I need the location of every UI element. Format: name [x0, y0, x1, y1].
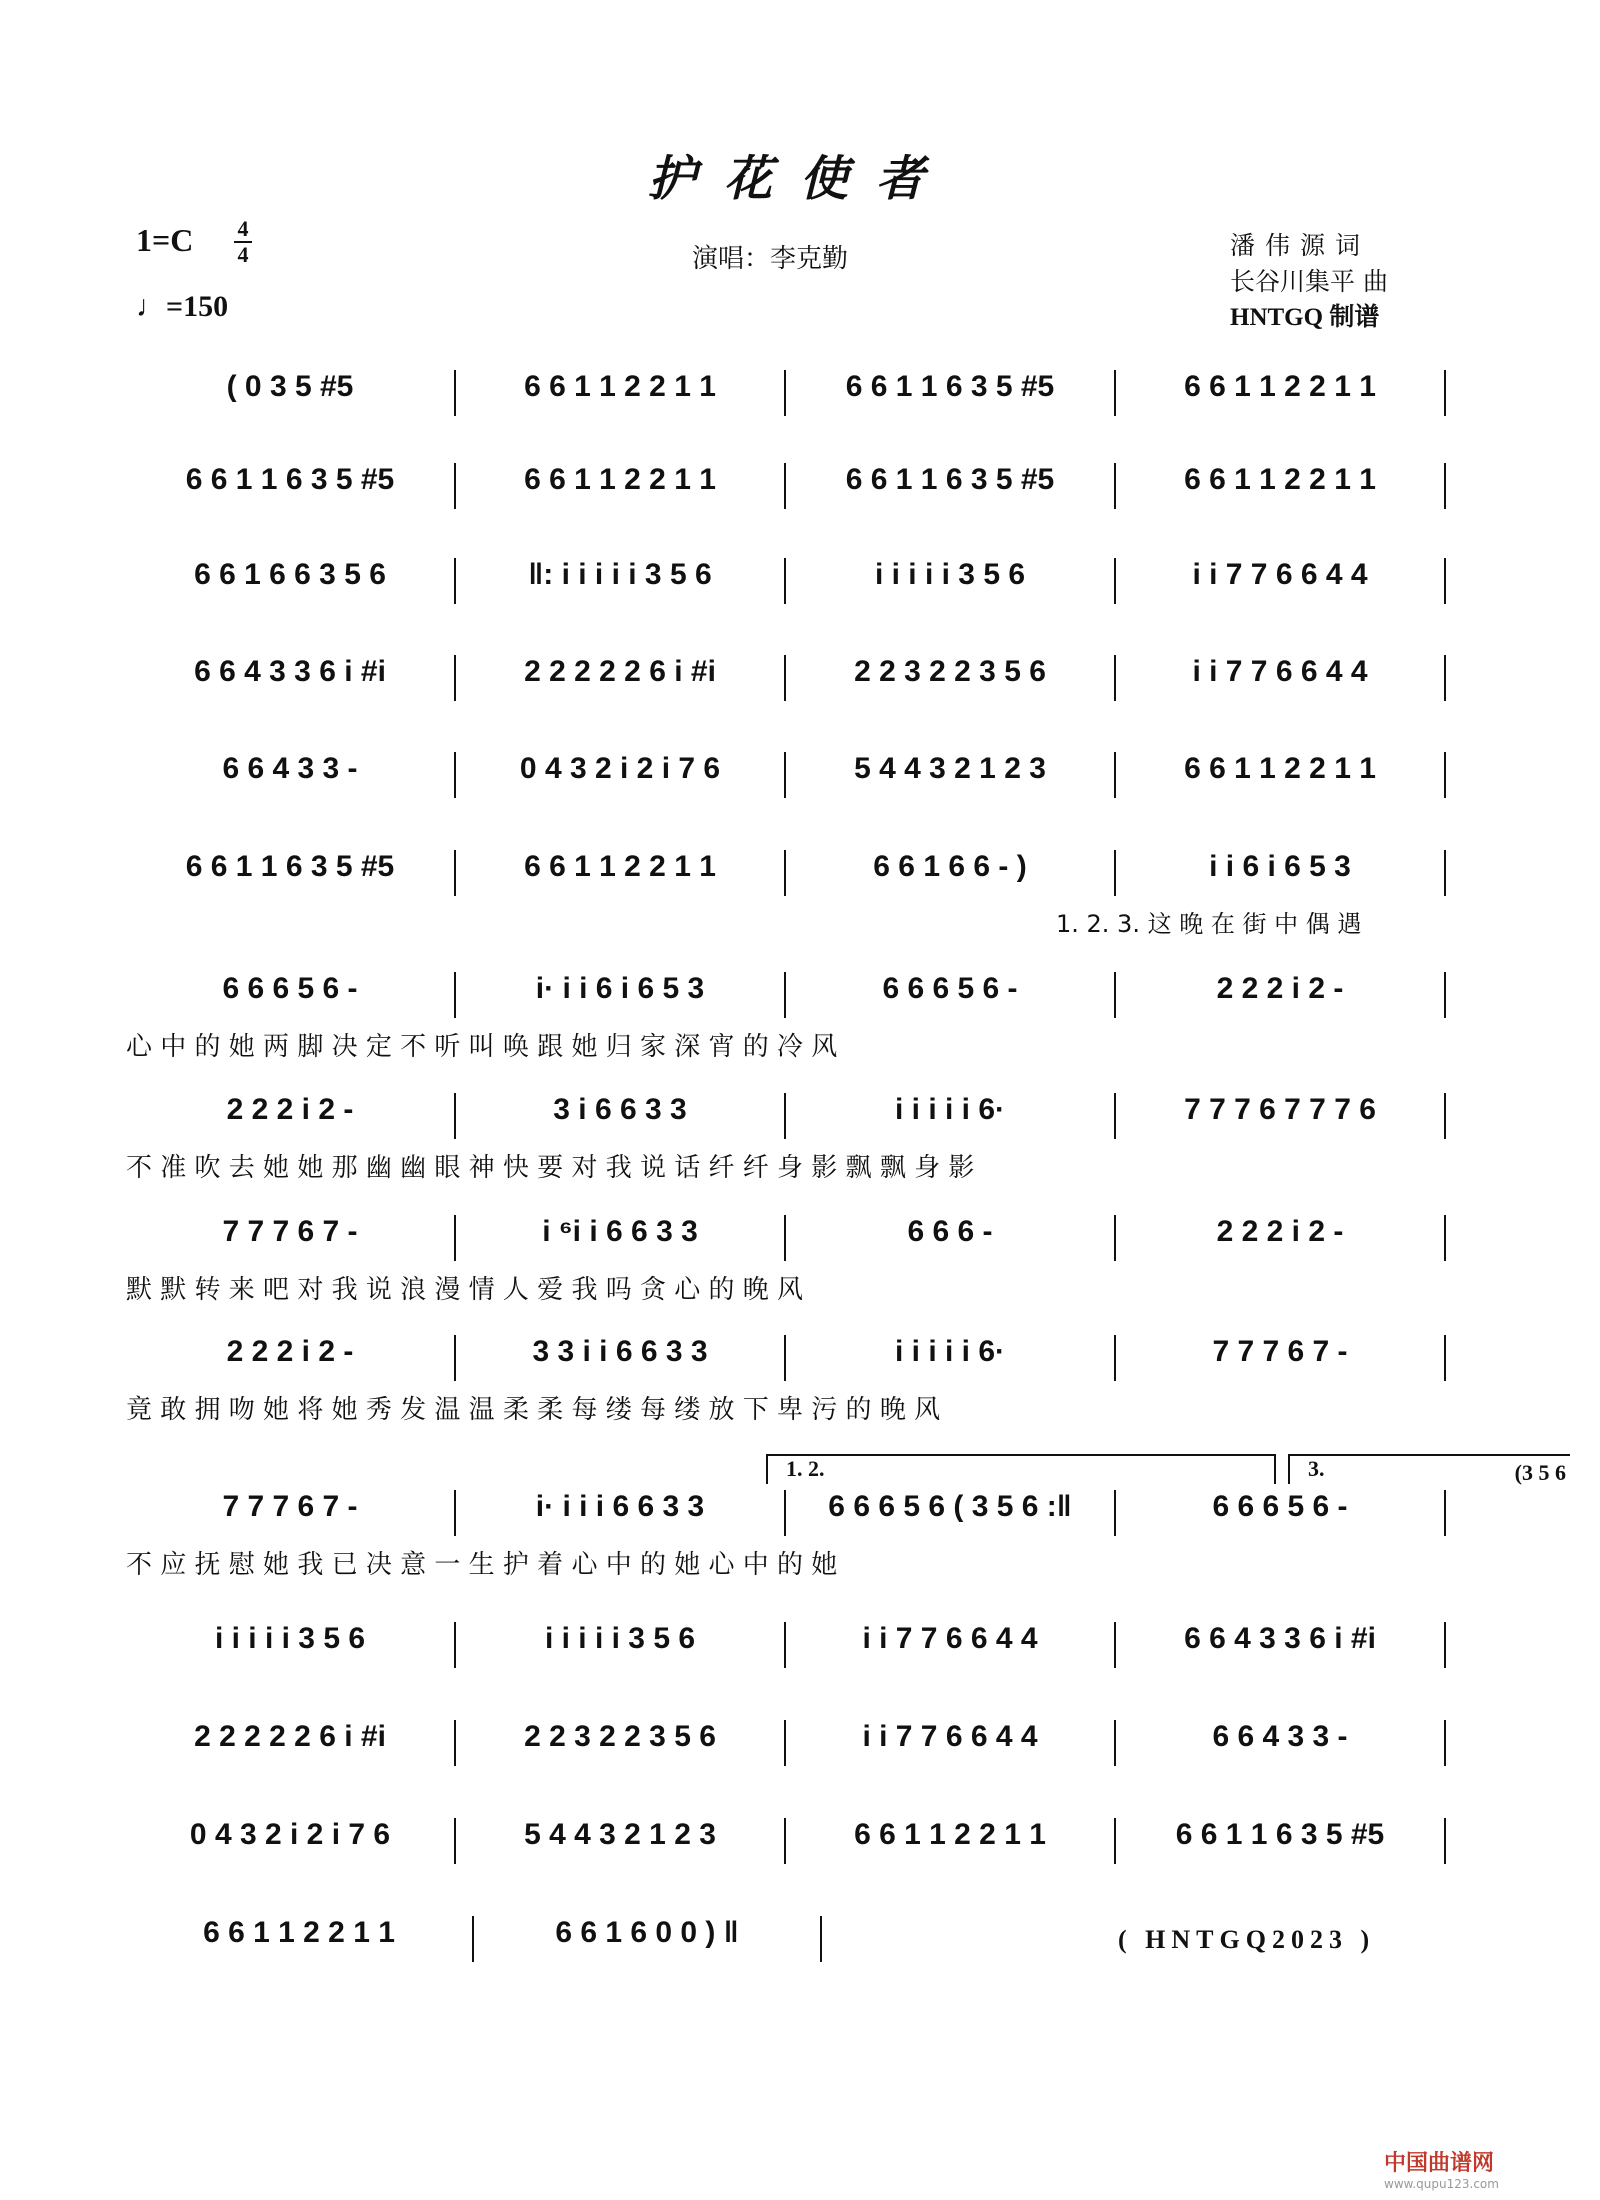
measure-notes: 7 7 7 6 7 -	[1212, 1335, 1348, 1368]
measure-notes: i· i i i 6 6 3 3	[535, 1490, 705, 1523]
measure	[1116, 1720, 1444, 1754]
measure-notes: 2 2 2 2 2 6 i #i	[524, 655, 716, 688]
measure-notes: 6 6 1 1 6 3 5 #5	[845, 463, 1055, 496]
measure-notes: 6 6 4 3 3 -	[222, 752, 358, 785]
measure-notes: 6 6 1 1 2 2 1 1	[1184, 463, 1376, 496]
measure-notes: 6 6 1 1 2 2 1 1	[1184, 370, 1376, 403]
measure	[126, 850, 454, 884]
measure-notes: 6 6 1 1 2 2 1 1	[524, 463, 716, 496]
notation-row	[126, 1818, 1446, 1864]
volta-third-tail: (3 5 6	[1514, 1460, 1566, 1485]
measure	[126, 752, 454, 786]
measure	[1116, 1818, 1444, 1852]
barline	[1444, 655, 1446, 701]
lyrics-text: 心 中 的 她 两 脚 决 定 不 听 叫 唤 跟 她 归 家 深 宵 的 冷 风	[126, 1032, 838, 1062]
notation-row	[126, 972, 1446, 1018]
measure	[474, 1916, 820, 1950]
score-system	[126, 558, 1446, 628]
barline	[1444, 463, 1446, 509]
measure	[126, 1215, 454, 1249]
measure-notes: 6 6 4 3 3 6 i #i	[194, 655, 386, 688]
measure-notes: 6 6 6 5 6 -	[1212, 1490, 1348, 1523]
measure	[126, 655, 454, 689]
time-signature-top: 4	[237, 216, 249, 241]
measure-notes: 6 6 1 1 6 3 5 #5	[185, 850, 395, 883]
measure-notes: 7 7 7 6 7 7 7 6	[1184, 1093, 1376, 1126]
measure-notes: 2 2 2 i 2 -	[1216, 972, 1344, 1005]
lyrics-text: 1. 2. 3. 这 晚 在 街 中 偶 遇	[1056, 910, 1362, 938]
measure-notes: 6 6 6 5 6 -	[882, 972, 1018, 1005]
notation-row	[126, 850, 1446, 896]
notation-row	[126, 370, 1446, 416]
measure	[1116, 850, 1444, 884]
measure-notes: 6 6 1 1 6 3 5 #5	[185, 463, 395, 496]
measure-notes: 6 6 4 3 3 -	[1212, 1720, 1348, 1753]
measure	[1116, 655, 1444, 689]
measure	[1116, 752, 1444, 786]
score-system	[126, 972, 1446, 1062]
barline	[1444, 1622, 1446, 1668]
measure	[786, 1335, 1114, 1369]
measure	[456, 1490, 784, 1524]
measure-notes: 2 2 2 i 2 -	[226, 1335, 354, 1368]
measure-notes: i i 7 7 6 6 4 4	[1192, 655, 1368, 688]
measure	[1116, 972, 1444, 1006]
measure-notes: ( 0 3 5 #5	[226, 370, 354, 403]
barline	[1444, 1335, 1446, 1381]
measure-notes: 5 4 4 3 2 1 2 3	[854, 752, 1046, 785]
measure-notes: 6 6 1 1 2 2 1 1	[524, 370, 716, 403]
measure-notes: 7 7 7 6 7 -	[222, 1490, 358, 1523]
lyricist-credit: 潘伟源词	[1230, 231, 1371, 260]
measure	[456, 1818, 784, 1852]
barline	[1444, 370, 1446, 416]
measure	[786, 1622, 1114, 1656]
measure	[456, 1215, 784, 1249]
barline	[1444, 558, 1446, 604]
time-signature	[234, 218, 252, 266]
score-system	[126, 1335, 1446, 1425]
measure	[1116, 1622, 1444, 1656]
measure-notes: 6 6 1 1 6 3 5 #5	[845, 370, 1055, 403]
notation-row	[126, 463, 1446, 509]
barline	[1444, 1720, 1446, 1766]
measure	[786, 1818, 1114, 1852]
notation-row	[126, 558, 1446, 604]
measure	[786, 752, 1114, 786]
measure	[1116, 1335, 1444, 1369]
measure-notes: 6 6 4 3 3 6 i #i	[1184, 1622, 1376, 1655]
measure-notes: 6 6 6 5 6 -	[222, 972, 358, 1005]
barline	[1444, 752, 1446, 798]
barline	[1444, 1215, 1446, 1261]
measure	[126, 1720, 454, 1754]
measure-notes: 6 6 6 -	[907, 1215, 993, 1248]
measure	[126, 463, 454, 497]
measure-notes: i i i i i 3 5 6	[874, 558, 1026, 591]
measure-notes: 6 6 6 5 6 ( 3 5 6 :‖	[828, 1490, 1072, 1523]
footer-mark: ( HNTGQ2023 )	[1118, 1925, 1376, 1954]
measure-notes: i i 7 7 6 6 4 4	[1192, 558, 1368, 591]
score-system	[126, 1720, 1446, 1790]
score-system	[126, 752, 1446, 822]
barline	[820, 1916, 822, 1962]
measure-notes: i i i i i 6·	[894, 1093, 1006, 1126]
measure-notes: 2 2 2 2 2 6 i #i	[194, 1720, 386, 1753]
measure	[126, 1093, 454, 1127]
lyrics-text: 竟 敢 拥 吻 她 将 她 秀 发 温 温 柔 柔 每 缕 每 缕 放 下 卑 污 的 晚 风	[126, 1395, 941, 1425]
volta-third-label: 3.	[1308, 1456, 1325, 1481]
notation-row	[126, 1490, 1446, 1536]
measure-notes: 2 2 2 i 2 -	[1216, 1215, 1344, 1248]
measure-notes: 6 6 1 1 6 3 5 #5	[1175, 1818, 1385, 1851]
measure-notes: 0 4 3 2 i 2 i 7 6	[519, 752, 721, 785]
score-system	[126, 463, 1446, 533]
composer-credit: 长谷川集平 曲	[1230, 267, 1388, 296]
measure	[786, 370, 1114, 404]
score-system	[126, 370, 1446, 440]
measure	[1116, 558, 1444, 592]
measure	[456, 972, 784, 1006]
measure	[126, 972, 454, 1006]
measure	[126, 1335, 454, 1369]
measure	[1116, 463, 1444, 497]
notation-row	[126, 1720, 1446, 1766]
measure-notes: 6 6 1 1 2 2 1 1	[1184, 752, 1376, 785]
watermark-logo	[1384, 2146, 1499, 2191]
measure	[1116, 370, 1444, 404]
notation-row	[126, 1335, 1446, 1381]
measure	[456, 463, 784, 497]
measure	[126, 1622, 454, 1656]
measure	[126, 1818, 454, 1852]
measure-notes: 3 i 6 6 3 3	[553, 1093, 687, 1126]
notation-row	[126, 1093, 1446, 1139]
measure-notes: i i 7 7 6 6 4 4	[862, 1720, 1038, 1753]
measure	[456, 1622, 784, 1656]
notation-row	[126, 1622, 1446, 1668]
lyrics-text: 不 准 吹 去 她 她 那 幽 幽 眼 神 快 要 对 我 说 话 纤 纤 身 影 飘 飘 身 影	[126, 1153, 975, 1183]
time-signature-bottom: 4	[237, 242, 249, 267]
measure	[786, 655, 1114, 689]
measure	[456, 558, 784, 592]
score-system	[126, 1093, 1446, 1183]
score-system	[126, 1456, 1566, 1580]
song-title: 护花使者	[647, 151, 952, 207]
volta-first-ending	[766, 1454, 1276, 1484]
measure-notes: 6 6 1 6 6 - )	[873, 850, 1027, 883]
measure	[126, 1916, 472, 1950]
measure	[1116, 1215, 1444, 1249]
barline	[1444, 1490, 1446, 1536]
barline	[1444, 850, 1446, 896]
score-system	[126, 1215, 1446, 1305]
watermark-url: www.qupu123.com	[1384, 2177, 1499, 2191]
notation-row	[126, 1215, 1446, 1261]
credits-block	[1230, 228, 1388, 336]
measure-notes: i i i i i 3 5 6	[214, 1622, 366, 1655]
measure-notes: 2 2 3 2 2 3 5 6	[854, 655, 1046, 688]
measure	[786, 463, 1114, 497]
measure-notes: i ⁶i i 6 6 3 3	[542, 1215, 698, 1248]
measure	[126, 1490, 454, 1524]
score-system	[126, 655, 1446, 725]
measure-notes: 6 6 1 6 0 0 ) ‖	[555, 1916, 739, 1949]
measure	[126, 370, 454, 404]
measure	[1116, 1093, 1444, 1127]
measure-notes: 2 2 2 i 2 -	[226, 1093, 354, 1126]
measure	[456, 370, 784, 404]
tempo-marking: ♩=150	[136, 290, 229, 323]
key-signature: 1=C	[136, 222, 194, 258]
measure-notes: i i 7 7 6 6 4 4	[862, 1622, 1038, 1655]
measure-notes: 2 2 3 2 2 3 5 6	[524, 1720, 716, 1753]
measure-notes: ‖: i i i i i 3 5 6	[528, 558, 712, 591]
measure	[786, 1215, 1114, 1249]
measure	[786, 1720, 1114, 1754]
watermark-text: 中国曲谱网	[1384, 2151, 1495, 2176]
measure	[786, 972, 1114, 1006]
measure-notes: 6 6 1 6 6 3 5 6	[194, 558, 386, 591]
measure-notes: 7 7 7 6 7 -	[222, 1215, 358, 1248]
lyrics-text: 不 应 抚 慰 她 我 已 决 意 一 生 护 着 心 中 的 她 心 中 的 她	[126, 1550, 838, 1580]
measure	[786, 1490, 1114, 1524]
measure-notes: 3 3 i i 6 6 3 3	[532, 1335, 708, 1368]
measure	[456, 655, 784, 689]
measure	[786, 558, 1114, 592]
measure-notes: i i i i i 6·	[894, 1335, 1006, 1368]
volta-first-label: 1. 2.	[786, 1456, 825, 1481]
measure-notes: i i 6 i 6 5 3	[1209, 850, 1351, 883]
measure	[456, 1720, 784, 1754]
barline	[1444, 972, 1446, 1018]
measure	[786, 850, 1114, 884]
measure	[126, 558, 454, 592]
notation-row	[126, 655, 1446, 701]
lyrics-text: 默 默 转 来 吧 对 我 说 浪 漫 情 人 爱 我 吗 贪 心 的 晚 风	[126, 1275, 804, 1305]
measure	[456, 1093, 784, 1127]
measure	[786, 1093, 1114, 1127]
barline	[1444, 1093, 1446, 1139]
notation-row	[126, 752, 1446, 798]
measure-notes: i i i i i 3 5 6	[544, 1622, 696, 1655]
measure-notes: 5 4 4 3 2 1 2 3	[524, 1818, 716, 1851]
arranger-credit: HNTGQ 制谱	[1230, 304, 1380, 331]
measure	[1116, 1490, 1444, 1524]
volta-third-ending	[1288, 1454, 1570, 1484]
score-system	[126, 1818, 1446, 1888]
measure	[456, 850, 784, 884]
singer-credit: 演唱：李克勤	[692, 244, 849, 274]
measure-notes: 6 6 1 1 2 2 1 1	[203, 1916, 395, 1949]
measure-notes: 6 6 1 1 2 2 1 1	[854, 1818, 1046, 1851]
score-system	[126, 850, 1446, 938]
measure-notes: 0 4 3 2 i 2 i 7 6	[189, 1818, 391, 1851]
barline	[1444, 1818, 1446, 1864]
measure-notes: 6 6 1 1 2 2 1 1	[524, 850, 716, 883]
score-system	[126, 1622, 1446, 1692]
measure-notes: i· i i 6 i 6 5 3	[535, 972, 705, 1005]
measure	[456, 1335, 784, 1369]
measure	[456, 752, 784, 786]
